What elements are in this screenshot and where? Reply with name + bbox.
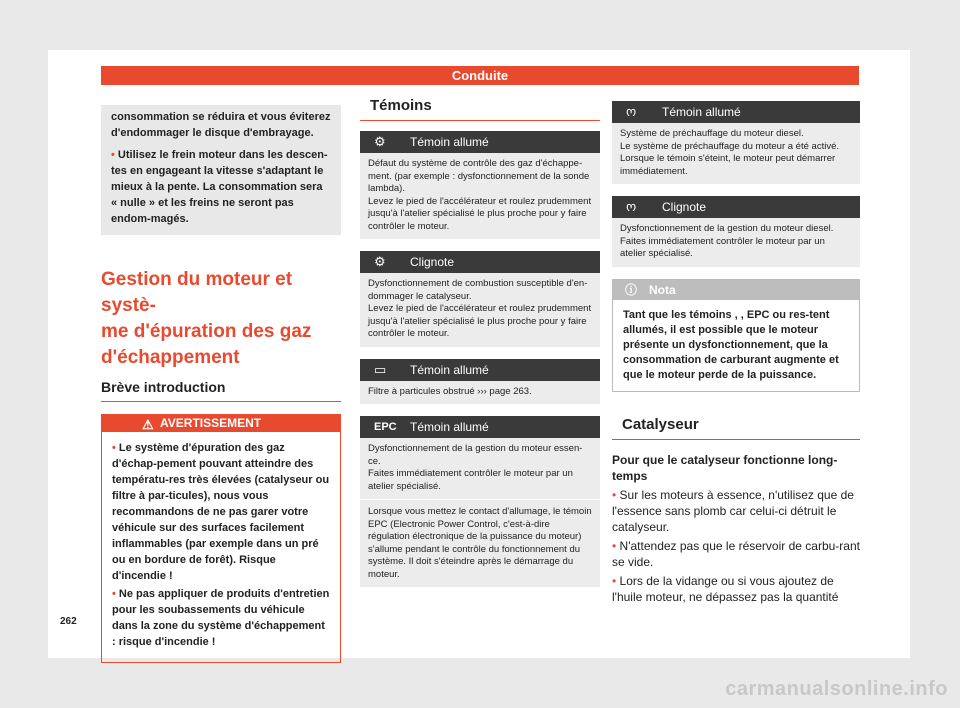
warning-header: [102, 415, 340, 432]
indicator-header-6: [612, 196, 860, 218]
indicator-head-6-text: Clignote: [662, 200, 707, 214]
engine-icon: ⚙: [374, 134, 386, 149]
nota-box: [612, 279, 860, 392]
section-title-line-2: me d'épuration des gaz: [101, 321, 312, 342]
epc-note: Lorsque vous mettez le contact d'allumage, le témoin EPC (Electronic Power Control, c'est-à-dire régulation électronique de la puissance du moteur) s'allume pendant le contrôle du fonctionnement du système. Il doit s'éteindre après le démarrage du moteur.: [360, 499, 600, 587]
intro-text: consommation se réduira et vous éviterez d'endommager le disque d'embrayage.: [111, 111, 331, 139]
catalyst-bullet-3: [612, 573, 860, 605]
indicator-header-4: [360, 416, 600, 438]
temoins-title: Témoins: [360, 97, 600, 121]
section-heading: [101, 267, 341, 371]
warning-bullet-1: [112, 440, 330, 584]
bullet-dot: •: [112, 588, 116, 600]
catalyst-bullet-2-text: N'attendez pas que le réservoir de carbu-rant se vide.: [612, 538, 860, 569]
subhead: Brève introduction: [101, 379, 341, 402]
bullet-dot: •: [112, 442, 116, 454]
intro-box: [101, 105, 341, 235]
indicator-header-3: [360, 359, 600, 381]
catalyst-bullet-1: [612, 487, 860, 535]
bullet-dot: •: [612, 538, 617, 553]
nota-body: Tant que les témoins , , EPC ou res-tent allumés, il est possible que le moteur présente un dysfonctionnement, que la consommation de carburant augmente et que le moteur perde de la puissance.: [613, 300, 859, 391]
indicator-body-1: Défaut du système de contrôle des gaz d'échappe-ment. (par exemple : dysfonctionnement de la sonde lambda). Levez le pied de l'accélérateur et roulez prudemment jusqu'à l'atelier spécialisé le plus proche pour y faire contrôler le moteur.: [360, 153, 600, 239]
section-title-line-1: Gestion du moteur et systè-: [101, 269, 293, 316]
info-icon: ⓘ: [625, 282, 638, 297]
indicator-block-6: [612, 196, 860, 267]
indicator-body-5: Système de préchauffage du moteur diesel. Le système de préchauffage du moteur a été activé. Lorsque le témoin s'éteint, le moteur peut démarrer immédiatement.: [612, 123, 860, 184]
nota-header: [613, 280, 859, 300]
page-header: Conduite: [101, 66, 859, 85]
warning-box: [101, 414, 341, 663]
indicator-body-4: Dysfonctionnement de la gestion du moteur essen-ce. Faites immédiatement contrôler le moteur par un atelier spécialisé.: [360, 438, 600, 499]
column-2: [360, 97, 600, 587]
catalyst-lead: Pour que le catalyseur fonctionne long-temps: [612, 452, 838, 483]
intro-bullet: [111, 147, 331, 227]
indicator-block-2: [360, 251, 600, 347]
bullet-dot: •: [111, 149, 115, 161]
indicator-body-2: Dysfonctionnement de combustion susceptible d'en-dommager le catalyseur. Levez le pied de l'accélérateur et roulez prudemment jusqu'à l'atelier spécialisé le plus proche pour y faire contrôler le moteur.: [360, 273, 600, 347]
nota-label: Nota: [649, 282, 676, 297]
indicator-header-1: [360, 131, 600, 153]
warning-bullet-2: [112, 586, 330, 650]
preheat-icon: ო: [626, 104, 637, 119]
indicator-body-6: Dysfonctionnement de la gestion du moteur diesel. Faites immédiatement contrôler le moteur par un atelier spécialisé.: [612, 218, 860, 267]
warning-body: [102, 432, 340, 662]
indicator-body-3: Filtre à particules obstrué ››› page 263.: [360, 381, 600, 405]
column-1: [101, 105, 341, 663]
indicator-block-4: [360, 416, 600, 587]
catalyst-body: [612, 452, 860, 605]
warning-bullet-1-text: Le système d'épuration des gaz d'échap-pement pouvant atteindre des températu-res très élevées (catalyseur ou filtre à par-ticules), nous vous recommandons de ne pas garer votre véhicule sur des surfaces facilement inflammables (par exemple dans un pré ou en bordure de forêt). Risque d'incendie !: [112, 442, 330, 582]
catalyst-bullet-2: [612, 538, 860, 570]
preheat-icon: ო: [626, 199, 637, 214]
filter-icon: ▭: [374, 361, 387, 377]
column-3: [612, 101, 860, 608]
section-title-line-3: d'échappement: [101, 347, 240, 368]
warning-bullet-2-text: Ne pas appliquer de produits d'entretien pour les soubassements du véhicule dans la zone du système d'échappement : risque d'incendie !: [112, 588, 330, 648]
bullet-dot: •: [612, 487, 617, 502]
indicator-head-2-text: Clignote: [410, 255, 455, 269]
catalyst-bullet-1-text: Sur les moteurs à essence, n'utilisez que de l'essence sans plomb car celui-ci détruit le catalyseur.: [612, 487, 854, 534]
indicator-block-5: [612, 101, 860, 184]
indicator-header-2: [360, 251, 600, 273]
indicator-head-3-text: Témoin allumé: [410, 362, 489, 377]
indicator-block-1: [360, 131, 600, 239]
epc-icon: EPC: [374, 421, 397, 433]
catalyst-title: Catalyseur: [612, 416, 860, 440]
warning-label: AVERTISSEMENT: [160, 416, 262, 430]
indicator-head-5-text: Témoin allumé: [662, 105, 741, 119]
engine-icon: ⚙: [374, 254, 386, 269]
indicator-header-5: [612, 101, 860, 123]
watermark: carmanualsonline.info: [725, 678, 948, 700]
indicator-head-1-text: Témoin allumé: [410, 135, 489, 149]
page-number: 262: [60, 616, 77, 627]
indicator-head-4-text: Témoin allumé: [410, 420, 489, 434]
warning-triangle-icon: ⚠: [142, 417, 154, 432]
bullet-dot: •: [612, 573, 617, 588]
indicator-block-3: [360, 359, 600, 405]
catalyst-bullet-3-text: Lors de la vidange ou si vous ajoutez de l'huile moteur, ne dépassez pas la quantité: [612, 573, 839, 604]
intro-bullet-text: Utilisez le frein moteur dans les descen-tes en engageant la vitesse s'adaptant le mieux à la pente. La consommation sera « nulle » et les freins ne seront pas endom-magés.: [111, 149, 328, 225]
